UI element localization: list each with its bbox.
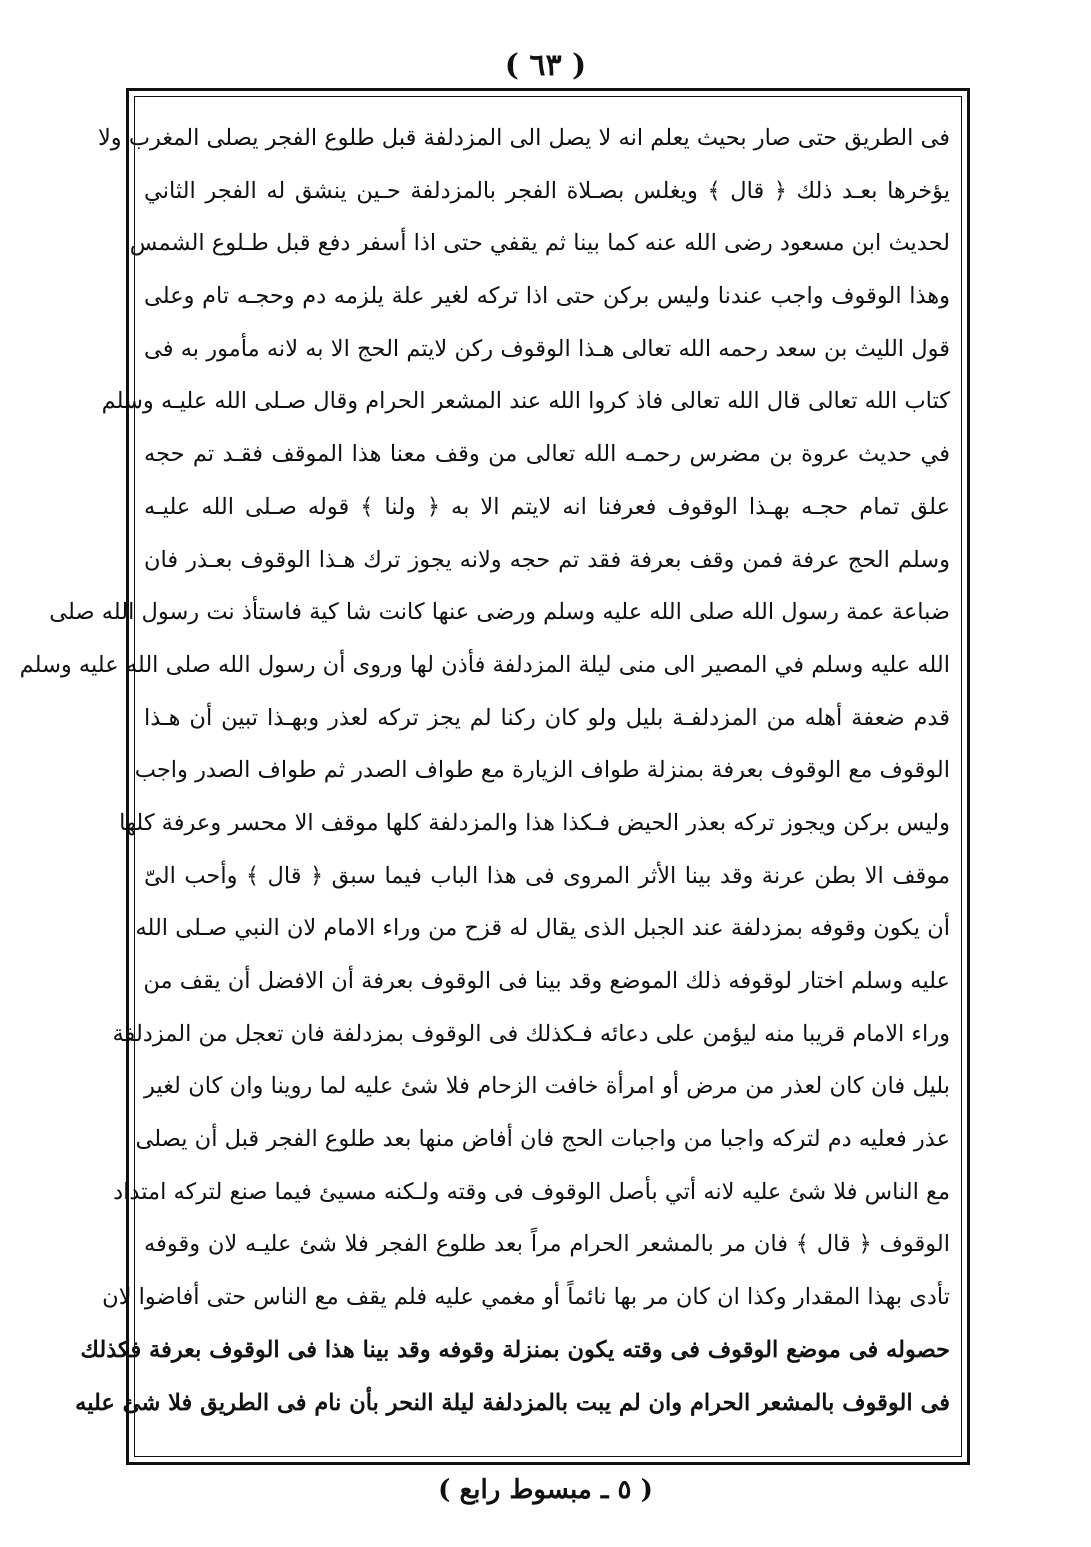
main-text-block xyxy=(19,112,950,1429)
text-line: تأدى بهذا المقدار وكذا ان كان مر بها نائماً أو مغمي عليه فلم يقف مع الناس حتى أفاضوا لان xyxy=(102,1284,950,1311)
text-line: وسلم الحج عرفة فمن وقف بعرفة فقد تم حجه ولانه يجوز ترك هـذا الوقوف بعـذر فان xyxy=(144,546,950,573)
text-line: الله عليه وسلم في المصير الى منى ليلة المزدلفة فأذن لها وروى أن رسول الله صلى الله عليه وسلم xyxy=(19,651,950,678)
text-line: فى الوقوف بالمشعر الحرام وان لم يبت بالمزدلفة ليلة النحر بأن نام فى الطريق فلا شئ عليه xyxy=(75,1389,950,1416)
text-line: في حديث عروة بن مضرس رحمـه الله تعالى من وقف معنا هذا الموقف فقـد تم حجه xyxy=(144,441,950,468)
text-line: حصوله فى موضع الوقوف فى وقته يكون بمنزلة وقوفه وقد بينا هذا فى الوقوف بعرفة فكذلك xyxy=(80,1336,950,1363)
footer-signature: ( ٥ ـ مبسوط رابع ) xyxy=(438,1475,653,1505)
text-line: يؤخرها بعـد ذلك ﴿ قال ﴾ ويغلس بصـلاة الفجر بالمزدلفة حـين ينشق له الفجر الثاني xyxy=(144,177,950,204)
text-line: قول الليث بن سعد رحمه الله تعالى هـذا الوقوف ركن لايتم الحج الا به لانه مأمور به فى xyxy=(144,335,950,362)
text-line: الوقوف ﴿ قال ﴾ فان مر بالمشعر الحرام مراً بعد طلوع الفجر فلا شئ عليـه لان وقوفه xyxy=(144,1231,950,1258)
text-line: كتاب الله تعالى قال الله تعالى فاذ كروا الله عند المشعر الحرام وقال صـلى الله عليـه وسلم xyxy=(101,388,950,415)
text-line: الوقوف مع الوقوف بعرفة بمنزلة طواف الزيارة مع طواف الصدر ثم طواف الصدر واجب xyxy=(134,757,950,784)
text-line: لحديث ابن مسعود رضى الله عنه كما بينا ثم يقفي حتى اذا أسفر دفع قبل طـلوع الشمس xyxy=(129,230,950,257)
text-line: قدم ضعفة أهله من المزدلفـة بليل ولو كان ركنا لم يجز تركه لعذر وبهـذا تبين أن هـذا xyxy=(144,704,950,731)
text-line: عذر فعليه دم لتركه واجبا من واجبات الحج فان أفاض منها بعد طلوع الفجر قبل أن يصلى xyxy=(135,1126,950,1153)
text-line: موقف الا بطن عرنة وقد بينا الأثر المروى فى هذا الباب فيما سبق ﴿ قال ﴾ وأحب الىّ xyxy=(144,862,950,889)
text-line: وهذا الوقوف واجب عندنا وليس بركن حتى اذا تركه لغير علة يلزمه دم وحجـه تام وعلى xyxy=(144,283,950,310)
page-number: ( ٦٣ ) xyxy=(504,48,587,83)
text-line: فى الطريق حتى صار بحيث يعلم انه لا يصل الى المزدلفة قبل طلوع الفجر يصلى المغرب ولا xyxy=(97,125,950,151)
text-line: بليل فان كان لعذر من مرض أو امرأة خافت الزحام فلا شئ عليه لما روينا وان كان لغير xyxy=(144,1073,950,1100)
text-line: مع الناس فلا شئ عليه لانه أتي بأصل الوقوف فى وقته ولـكنه مسيئ فيما صنع لتركه امتداد xyxy=(113,1178,950,1205)
text-line: ضباعة عمة رسول الله صلى الله عليه وسلم ورضى عنها كانت شا كية فاستأذ نت رسول الله صلى xyxy=(49,599,950,626)
text-line: عليه وسلم اختار لوقوفه ذلك الموضع وقد بينا فى الوقوف بعرفة أن الافضل أن يقف من xyxy=(143,968,950,994)
text-line: أن يكون وقوفه بمزدلفة عند الجبل الذى يقال له قزح من وراء الامام لان النبي صـلى الله xyxy=(135,915,950,942)
text-line: علق تمام حجـه بهـذا الوقوف فعرفنا انه لايتم الا به ﴿ ولنا ﴾ قوله صـلى الله عليـه xyxy=(144,493,950,520)
text-line: وراء الامام قريبا منه ليؤمن على دعائه فـكذلك فى الوقوف بمزدلفة فان تعجل من المزدلفة xyxy=(112,1020,950,1047)
text-line: وليس بركن ويجوز تركه بعذر الحيض فـكذا هذا والمزدلفة كلها موقف الا محسر وعرفة كلها xyxy=(119,809,950,836)
